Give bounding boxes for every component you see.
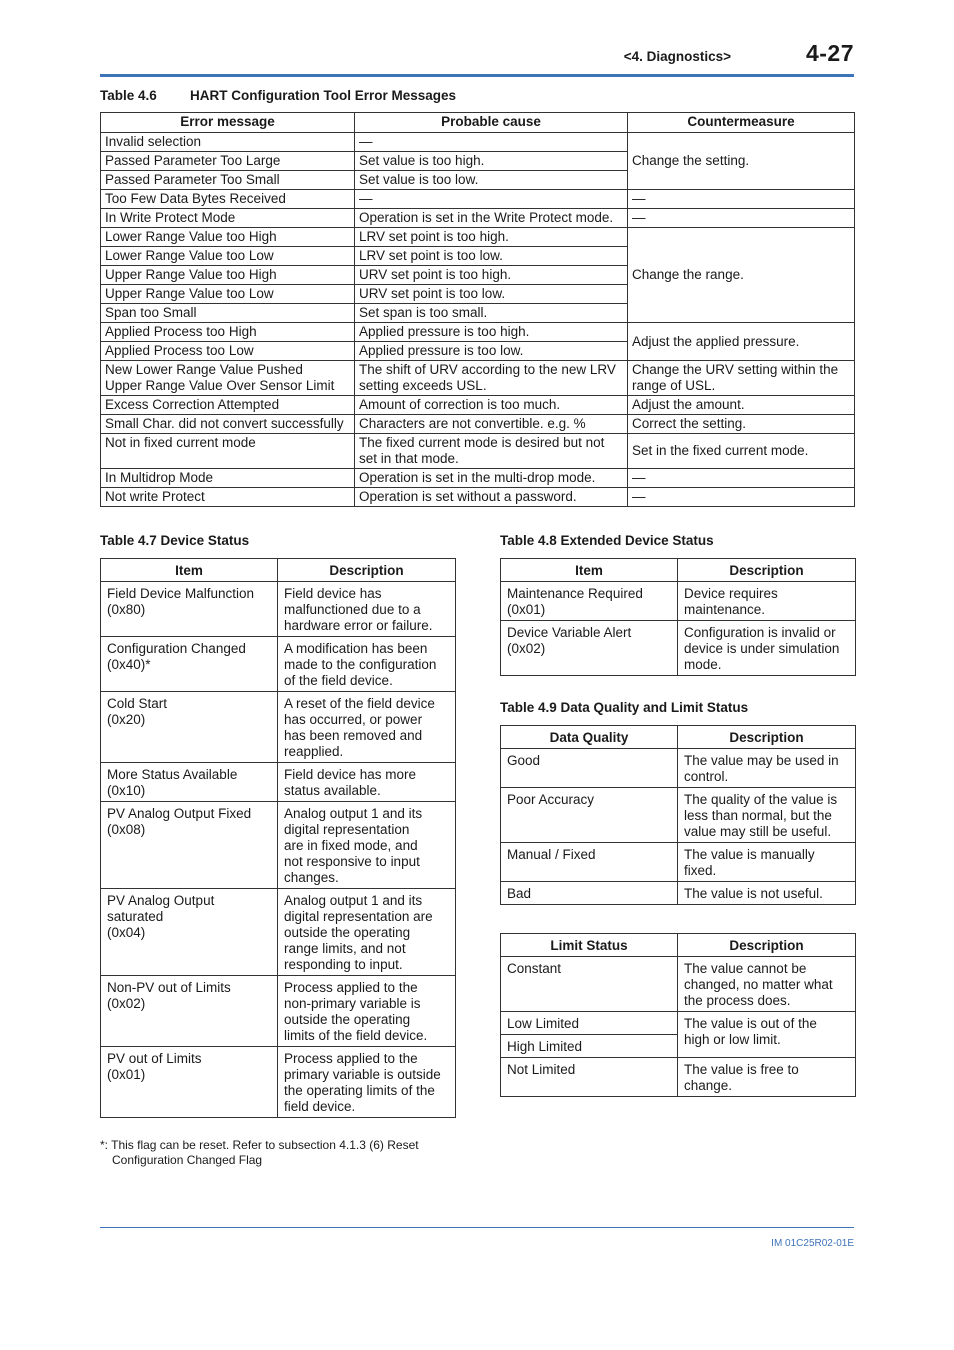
status-item xyxy=(101,582,278,637)
line: digital representation xyxy=(284,822,410,837)
table-4-6-number: Table 4.6 xyxy=(100,88,157,103)
table-row xyxy=(101,692,456,763)
probable-cause: Operation is set in the Write Protect mode. xyxy=(355,209,628,228)
line: hardware error or failure. xyxy=(284,618,433,633)
table-row xyxy=(501,843,856,882)
line: Configuration Changed xyxy=(107,641,246,656)
status-item xyxy=(501,621,678,676)
data-quality-item xyxy=(501,749,678,788)
header-countermeasure: Countermeasure xyxy=(628,113,855,133)
line: The shift of URV according to the new LRV xyxy=(359,362,616,377)
line: The value cannot be xyxy=(684,961,807,976)
table-4-8-number: Table 4.8 xyxy=(500,533,557,548)
data-quality-item xyxy=(501,788,678,843)
line: malfunctioned due to a xyxy=(284,602,421,617)
line: New Lower Range Value Pushed xyxy=(105,362,303,377)
probable-cause: LRV set point is too low. xyxy=(355,247,628,266)
line: Cold Start xyxy=(107,696,168,711)
line: responding to input. xyxy=(284,957,403,972)
probable-cause: Applied pressure is too high. xyxy=(355,323,628,342)
header-description: Description xyxy=(678,934,856,957)
table-row xyxy=(501,882,856,905)
probable-cause: — xyxy=(355,190,628,209)
line: Bad xyxy=(507,886,532,901)
error-message: Applied Process too High xyxy=(101,323,355,342)
data-quality-description xyxy=(678,843,856,882)
line: Analog output 1 and its xyxy=(284,893,423,908)
header-limit-status: Limit Status xyxy=(501,934,678,957)
countermeasure: Change the range. xyxy=(628,228,855,323)
section-title: <4. Diagnostics> xyxy=(623,49,731,64)
error-message: Not in fixed current mode xyxy=(101,434,355,469)
data-quality-description xyxy=(678,749,856,788)
limit-status-description xyxy=(678,957,856,1012)
line: Field device has xyxy=(284,586,382,601)
line: maintenance. xyxy=(684,602,766,617)
table-row xyxy=(101,488,855,507)
line: The value is out of the xyxy=(684,1016,817,1031)
line: Device requires xyxy=(684,586,778,601)
line: outside the operating xyxy=(284,1012,411,1027)
line: The value may be used in xyxy=(684,753,839,768)
status-item xyxy=(101,976,278,1047)
line: Field device has more xyxy=(284,767,417,782)
probable-cause: URV set point is too high. xyxy=(355,266,628,285)
table-4-9-title: Data Quality and Limit Status xyxy=(560,700,749,715)
header-rule xyxy=(100,74,854,77)
status-description xyxy=(678,582,856,621)
footer-rule xyxy=(100,1227,854,1228)
error-message: Excess Correction Attempted xyxy=(101,396,355,415)
table-row xyxy=(101,582,456,637)
line: saturated xyxy=(107,909,164,924)
line: changes. xyxy=(284,870,339,885)
error-message: Too Few Data Bytes Received xyxy=(101,190,355,209)
line: the process does. xyxy=(684,993,791,1008)
data-quality-table xyxy=(500,725,856,905)
line: limits of the field device. xyxy=(284,1028,428,1043)
line: (0x04) xyxy=(107,925,146,940)
status-item xyxy=(101,1047,278,1118)
line: The quality of the value is xyxy=(684,792,838,807)
error-message: Span too Small xyxy=(101,304,355,323)
table-row xyxy=(501,621,856,676)
document-id: IM 01C25R02-01E xyxy=(771,1238,854,1249)
probable-cause xyxy=(355,361,628,396)
probable-cause: — xyxy=(355,133,628,152)
line: range limits, and not xyxy=(284,941,406,956)
table-4-6-caption xyxy=(100,88,456,103)
table-row xyxy=(101,190,855,209)
device-status-table xyxy=(100,558,456,1118)
table-4-7-caption xyxy=(100,533,249,548)
line: (0x40)* xyxy=(107,657,151,672)
line: set in that mode. xyxy=(359,451,459,466)
limit-status-description xyxy=(678,1012,856,1058)
countermeasure: Change the setting. xyxy=(628,133,855,190)
status-description xyxy=(278,582,456,637)
line: reapplied. xyxy=(284,744,344,759)
status-description xyxy=(278,763,456,802)
table-row xyxy=(101,763,456,802)
header-item: Item xyxy=(101,559,278,582)
line: More Status Available xyxy=(107,767,238,782)
error-message: Upper Range Value too High xyxy=(101,266,355,285)
limit-status-item: High Limited xyxy=(501,1035,678,1058)
line: status available. xyxy=(284,783,381,798)
line: not responsive to input xyxy=(284,854,420,869)
table-row xyxy=(101,133,855,152)
data-quality-item xyxy=(501,882,678,905)
line: mode. xyxy=(684,657,722,672)
line: digital representation are xyxy=(284,909,433,924)
probable-cause: Set value is too high. xyxy=(355,152,628,171)
error-message xyxy=(101,361,355,396)
line: Change the URV setting within the xyxy=(632,362,839,377)
status-description xyxy=(278,802,456,889)
table-4-9-number: Table 4.9 xyxy=(500,700,557,715)
line: Poor Accuracy xyxy=(507,792,595,807)
line: The fixed current mode is desired but not xyxy=(359,435,605,450)
line: Field Device Malfunction xyxy=(107,586,255,601)
footnote xyxy=(100,1138,460,1168)
page-number: 4-27 xyxy=(805,40,854,66)
table-4-7-title: Device Status xyxy=(160,533,250,548)
line: (0x01) xyxy=(507,602,546,617)
limit-status-item: Constant xyxy=(501,957,678,1012)
line: high or low limit. xyxy=(684,1032,781,1047)
line: The value is manually xyxy=(684,847,815,862)
countermeasure: — xyxy=(628,488,855,507)
countermeasure: Set in the fixed current mode. xyxy=(628,434,855,469)
line: setting exceeds USL. xyxy=(359,378,487,393)
header-description: Description xyxy=(678,559,856,582)
table-row xyxy=(101,228,855,247)
line: (0x02) xyxy=(507,641,546,656)
status-description xyxy=(278,692,456,763)
error-message: Passed Parameter Too Large xyxy=(101,152,355,171)
limit-status-table xyxy=(500,933,856,1097)
line: PV Analog Output xyxy=(107,893,215,908)
table-row xyxy=(501,749,856,788)
status-item xyxy=(101,637,278,692)
table-row xyxy=(501,957,856,1012)
header-probable-cause: Probable cause xyxy=(355,113,628,133)
line: PV out of Limits xyxy=(107,1051,202,1066)
error-message: Invalid selection xyxy=(101,133,355,152)
data-quality-description xyxy=(678,788,856,843)
status-item xyxy=(101,763,278,802)
limit-status-item: Low Limited xyxy=(501,1012,678,1035)
table-4-6-title: HART Configuration Tool Error Messages xyxy=(190,88,457,103)
status-item xyxy=(501,582,678,621)
line: (0x10) xyxy=(107,783,146,798)
line: Device Variable Alert xyxy=(507,625,632,640)
table-row xyxy=(501,582,856,621)
line: outside the operating xyxy=(284,925,411,940)
line: device is under simulation xyxy=(684,641,840,656)
table-row xyxy=(101,1047,456,1118)
error-message: In Write Protect Mode xyxy=(101,209,355,228)
error-message: Passed Parameter Too Small xyxy=(101,171,355,190)
line: Maintenance Required xyxy=(507,586,643,601)
table-row xyxy=(101,396,855,415)
countermeasure: Adjust the applied pressure. xyxy=(628,323,855,361)
probable-cause xyxy=(355,434,628,469)
table-row xyxy=(101,361,855,396)
probable-cause: Operation is set without a password. xyxy=(355,488,628,507)
line: the operating limits of the xyxy=(284,1083,435,1098)
header-description: Description xyxy=(678,726,856,749)
table-4-8-title: Extended Device Status xyxy=(560,533,714,548)
probable-cause: Amount of correction is too much. xyxy=(355,396,628,415)
line: made to the configuration xyxy=(284,657,437,672)
header-error-message: Error message xyxy=(101,113,355,133)
countermeasure: Adjust the amount. xyxy=(628,396,855,415)
status-description xyxy=(678,621,856,676)
line: A modification has been xyxy=(284,641,428,656)
table-row xyxy=(101,415,855,434)
status-item xyxy=(101,692,278,763)
status-description xyxy=(278,889,456,976)
table-row xyxy=(501,1012,856,1035)
table-4-7-number: Table 4.7 xyxy=(100,533,157,548)
probable-cause: Operation is set in the multi-drop mode. xyxy=(355,469,628,488)
error-message: Upper Range Value too Low xyxy=(101,285,355,304)
status-description xyxy=(278,637,456,692)
table-row xyxy=(101,889,456,976)
line: Good xyxy=(507,753,541,768)
probable-cause: LRV set point is too high. xyxy=(355,228,628,247)
error-message: Not write Protect xyxy=(101,488,355,507)
table-row xyxy=(101,434,855,469)
extended-device-status-table xyxy=(500,558,856,676)
table-row xyxy=(101,976,456,1047)
line: Analog output 1 and its xyxy=(284,806,423,821)
line: of the field device. xyxy=(284,673,393,688)
probable-cause: Set value is too low. xyxy=(355,171,628,190)
error-message: Small Char. did not convert successfully xyxy=(101,415,355,434)
line: Non-PV out of Limits xyxy=(107,980,231,995)
table-4-8-caption xyxy=(500,533,714,548)
probable-cause: Set span is too small. xyxy=(355,304,628,323)
line: The value is free to xyxy=(684,1062,799,1077)
line: are in fixed mode, and xyxy=(284,838,418,853)
probable-cause: Characters are not convertible. e.g. % xyxy=(355,415,628,434)
footnote-line: Configuration Changed Flag xyxy=(112,1153,263,1167)
status-description xyxy=(278,1047,456,1118)
table-row xyxy=(101,323,855,342)
data-quality-item xyxy=(501,843,678,882)
status-description xyxy=(278,976,456,1047)
line: Configuration is invalid or xyxy=(684,625,836,640)
line: Process applied to the xyxy=(284,1051,418,1066)
line: fixed. xyxy=(684,863,717,878)
header-description: Description xyxy=(278,559,456,582)
line: Upper Range Value Over Sensor Limit xyxy=(105,378,335,393)
header-item: Item xyxy=(501,559,678,582)
line: primary variable is outside xyxy=(284,1067,441,1082)
line: Manual / Fixed xyxy=(507,847,596,862)
countermeasure xyxy=(628,361,855,396)
table-row xyxy=(501,788,856,843)
table-row xyxy=(101,802,456,889)
data-quality-description xyxy=(678,882,856,905)
line: field device. xyxy=(284,1099,356,1114)
countermeasure: — xyxy=(628,209,855,228)
line: less than normal, but the xyxy=(684,808,832,823)
limit-status-description xyxy=(678,1058,856,1097)
table-row xyxy=(101,469,855,488)
line: (0x80) xyxy=(107,602,146,617)
countermeasure: — xyxy=(628,190,855,209)
table-row xyxy=(101,209,855,228)
status-item xyxy=(101,889,278,976)
hart-error-table xyxy=(100,112,855,507)
limit-status-item: Not Limited xyxy=(501,1058,678,1097)
line: PV Analog Output Fixed xyxy=(107,806,252,821)
line: value may still be useful. xyxy=(684,824,832,839)
line: non-primary variable is xyxy=(284,996,421,1011)
table-row xyxy=(501,1058,856,1097)
countermeasure: — xyxy=(628,469,855,488)
line: (0x01) xyxy=(107,1067,146,1082)
line: has occurred, or power xyxy=(284,712,423,727)
table-row xyxy=(101,637,456,692)
line: A reset of the field device xyxy=(284,696,435,711)
countermeasure: Correct the setting. xyxy=(628,415,855,434)
error-message: Applied Process too Low xyxy=(101,342,355,361)
error-message: In Multidrop Mode xyxy=(101,469,355,488)
header-data-quality: Data Quality xyxy=(501,726,678,749)
line: Process applied to the xyxy=(284,980,418,995)
table-4-9-caption xyxy=(500,700,748,715)
error-message: Lower Range Value too Low xyxy=(101,247,355,266)
line: has been removed and xyxy=(284,728,423,743)
line: The value is not useful. xyxy=(684,886,823,901)
error-message: Lower Range Value too High xyxy=(101,228,355,247)
line: changed, no matter what xyxy=(684,977,833,992)
footnote-line: *: This flag can be reset. Refer to subsection 4.1.3 (6) Reset xyxy=(100,1138,419,1152)
line: (0x02) xyxy=(107,996,146,1011)
probable-cause: URV set point is too low. xyxy=(355,285,628,304)
line: (0x08) xyxy=(107,822,146,837)
probable-cause: Applied pressure is too low. xyxy=(355,342,628,361)
status-item xyxy=(101,802,278,889)
line: change. xyxy=(684,1078,733,1093)
line: control. xyxy=(684,769,729,784)
line: range of USL. xyxy=(632,378,716,393)
line: (0x20) xyxy=(107,712,146,727)
